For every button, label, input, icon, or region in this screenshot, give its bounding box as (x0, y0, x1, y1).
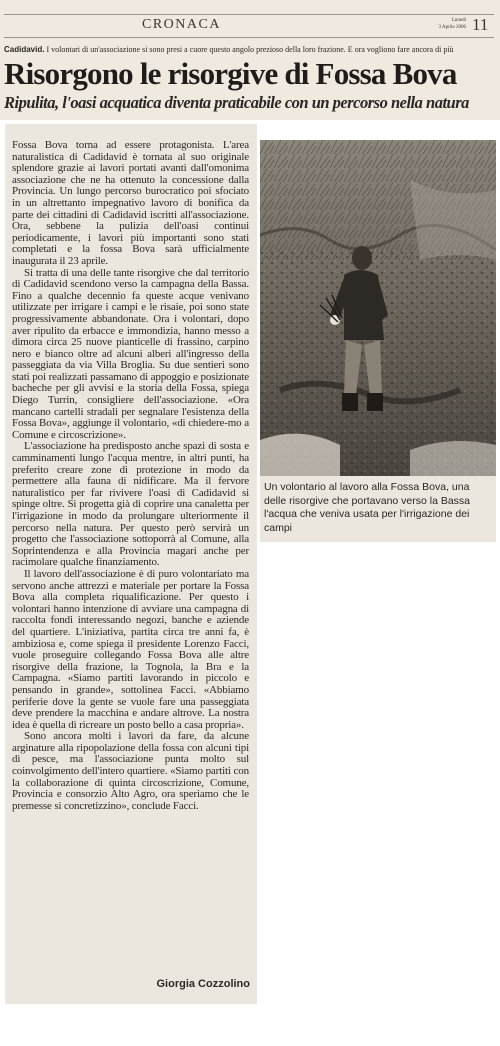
author-byline: Giorgia Cozzolino (156, 978, 250, 990)
paragraph: Sono ancora molti i lavori da fare, da alcune arginature alla ripopolazione della fossa con alcuni tipi di pesce, ma l'associazione punta molto sul coinvolgimento dell'intero quartiere. «Siamo partiti con la collaborazione di quinta circoscrizione, Comune, Provincia e consorzio Alto Agro, ora speriamo che le premesse si concretizzino», conclude Facci. (12, 730, 249, 812)
paragraph: Il lavoro dell'associazione è di puro volontariato ma servono anche attrezzi e materiale per portare la Fossa Bova alla completa riqualificazione. Per questo i volontari hanno intenzione di avviare una campagna di raccolta fondi interessando negozi, banche e aziende del quartiere. L'iniziativa, partita circa tre anni fa, è ambiziosa e, come spiega il presidente Lorenzo Facci, vuole proseguire collegando Fossa Bova alle altre risorgive della frazione, la Tognola, la Bra e la Campagna. «Siamo partiti lavorando in piccolo e pensando in grande», sottolinea Facci. «Abbiamo periferie dove la gente se vuole fare una passeggiata deve prendere la macchina e andare altrove. La nostra idea è quella di ricreare un posto bello a casa propria». (12, 567, 249, 731)
article-body (12, 140, 249, 812)
headline: Risorgono le risorgive di Fossa Bova (4, 56, 457, 91)
newspaper-header (4, 14, 494, 38)
date-full: 3 Aprile 2006 (438, 25, 466, 30)
date-day: Lunedì (451, 18, 466, 23)
dateline (416, 17, 466, 31)
paragraph: Si tratta di una delle tante risorgive che dal territorio di Cadidavid scendono verso la campagna della Bassa. Fino a qualche decennio fa queste acque venivano utilizzate per irrigare i campi e le risaie, poi sono state progressivamente abbandonate. Ora i volontari, dopo aver ripulito da erbacce e immondizia, hanno messo a dimora circa 25 nuove pianticelle di frassino, carpino nero e bianco oltre ad alcuni alberi all'ingresso della passeggiata da via Villa Broglia. Su due sentieri sono stati poi realizzati passamano di appoggio e posizionate bacheche per gli avvisi e la storia della Fossa, spiega Diego Turrin, consigliere dell'associazione. «Ora mancano cartelli stradali per segnalare l'esistenza della Fossa Bova», aggiunge il volontario, «di chiedere-mo a Comune e circoscrizione». (12, 266, 249, 441)
section-title: CRONACA (142, 17, 221, 32)
kicker-location: Cadidavid. (4, 45, 45, 54)
page-number: 11 (472, 15, 489, 34)
subheadline: Ripulita, l'oasi acquatica diventa praticabile con un percorso nella natura (4, 93, 469, 112)
caption-box (260, 476, 496, 542)
paragraph: Fossa Bova torna ad essere protagonista. L'area naturalistica di Cadidavid è tornata al suo originale splendore grazie ai lavori portati avanti dall'omonima associazione che ne ha ottenuto la concessione dalla Provincia. Un lungo percorso burocratico poi sfociato in un altrettanto impegnativo lavoro di bonifica da parte dei cittadini di Cadidavid iscritti all'associazione. Ora, sebbene la pulizia dell'oasi continui periodicamente, i lavori più importanti sono stati completati e la fossa Bova sarà ufficialmente inaugurata il 23 aprile. (12, 139, 249, 267)
photo-volunteer-at-fossa-bova (260, 140, 496, 476)
kicker-text: I volontari di un'associazione si sono presi a cuore questo angolo prezioso della loro frazione. E ora vogliono fare ancora di più (46, 45, 454, 54)
kicker (4, 45, 496, 55)
article-photo (260, 140, 496, 476)
paragraph: L'associazione ha predisposto anche spazi di sosta e camminamenti lungo l'acqua mentre, in altri punti, ha preferito creare zone di protezione in modo da permettere alla fauna di nidificare. Ma il fervore naturalistico per far rivivere l'oasi di Cadidavid si spinge oltre. Si progetta già di coprire una canaletta per l'irrigazione in modo da prolungare ulteriormente il percorso nella natura. Per questo però servirà un progetto che l'associazione sottoporrà al Comune, alla Soprintendenza e alla Provincia magari anche per racimolare qualche finanziamento. (12, 440, 249, 569)
photo-caption: Un volontario al lavoro alla Fossa Bova, una delle risorgive che portavano verso la Bassa l'acqua che veniva usata per l'irrigazione dei campi (264, 481, 471, 534)
